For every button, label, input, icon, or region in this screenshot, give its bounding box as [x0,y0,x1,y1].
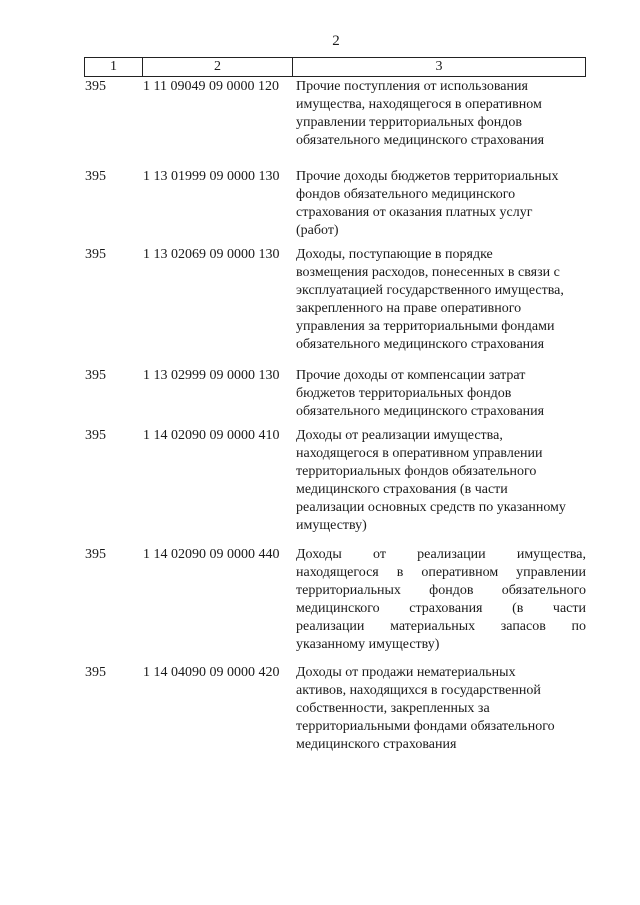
income-name-line: медицинского страхования [296,737,457,752]
income-name-line: возмещения расходов, понесенных в связи с [296,265,560,280]
table-header-col-1: 1 [85,58,143,76]
income-name-line: находящегося в оперативном управлении [296,565,586,580]
income-name-line: территориальных фондов обязательного [296,583,586,598]
budget-classification-code: 1 14 02090 09 0000 410 [143,428,280,443]
income-name [296,546,586,654]
admin-code: 395 [85,79,106,94]
income-name [296,664,586,754]
income-name-line: обязательного медицинского страхования [296,133,545,148]
table-row [0,664,640,764]
budget-classification-code: 1 14 04090 09 0000 420 [143,665,280,680]
admin-code: 395 [85,665,106,680]
income-name [296,427,586,535]
income-name-line: Прочие доходы от компенсации затрат [296,368,526,383]
income-name-line: эксплуатацией государственного имущества, [296,283,564,298]
income-name-line: Прочие поступления от использования [296,79,528,94]
table-row [0,78,640,168]
income-name-line: медицинского страхования (в части [296,601,586,616]
table-row [0,168,640,246]
income-name-line: территориальными фондами обязательного [296,719,555,734]
income-name-line: Доходы от реализации имущества, [296,547,586,562]
income-name-line: территориальных фондов обязательного [296,464,537,479]
income-name-line: активов, находящихся в государственной [296,683,541,698]
table-header-col-3: 3 [435,59,443,74]
income-name-line: медицинского страхования (в части [296,482,508,497]
income-name-line: страхования от оказания платных услуг [296,205,533,220]
income-name [296,246,586,354]
table-row [0,546,640,664]
income-name-line: управления за территориальными фондами [296,319,555,334]
admin-code: 395 [85,169,106,184]
income-name-line: Доходы от реализации имущества, [296,428,503,443]
income-name-line: находящегося в оперативном управлении [296,446,543,461]
income-name-line: фондов обязательного медицинского [296,187,516,202]
table-header [84,57,586,77]
income-name-line: бюджетов территориальных фондов [296,386,512,401]
income-name-line: Прочие доходы бюджетов территориальных [296,169,559,184]
admin-code: 395 [85,247,106,262]
table-row [0,246,640,367]
income-name-line: (работ) [296,223,339,238]
budget-classification-code: 1 13 01999 09 0000 130 [143,169,280,184]
table-header-col-2: 2 [143,58,293,76]
income-name-line: имущества, находящегося в оперативном [296,97,542,112]
budget-classification-code: 1 13 02069 09 0000 130 [143,247,280,262]
budget-classification-code: 1 11 09049 09 0000 120 [143,79,279,94]
income-name [296,78,586,150]
income-name-line: имуществу) [296,518,367,533]
admin-code: 395 [85,428,106,443]
budget-classification-code: 1 14 02090 09 0000 440 [143,547,280,562]
table-row [0,367,640,427]
income-name-line: обязательного медицинского страхования [296,337,545,352]
income-name-line: указанному имуществу) [296,637,440,652]
income-name-line: собственности, закрепленных за [296,701,490,716]
income-name-line: реализации материальных запасов по [296,619,586,634]
table-row [0,427,640,546]
admin-code: 395 [85,368,106,383]
income-name-line: Доходы, поступающие в порядке [296,247,493,262]
income-name-line: закрепленного на праве оперативного [296,301,522,316]
table-body [0,78,640,764]
income-name-line: обязательного медицинского страхования [296,404,545,419]
income-name-line: Доходы от продажи нематериальных [296,665,516,680]
income-name-line: реализации основных средств по указанному [296,500,566,515]
income-name [296,367,586,421]
page-number: 2 [332,33,340,49]
income-name [296,168,586,240]
income-name-line: управлении территориальных фондов [296,115,522,130]
admin-code: 395 [85,547,106,562]
budget-classification-code: 1 13 02999 09 0000 130 [143,368,280,383]
